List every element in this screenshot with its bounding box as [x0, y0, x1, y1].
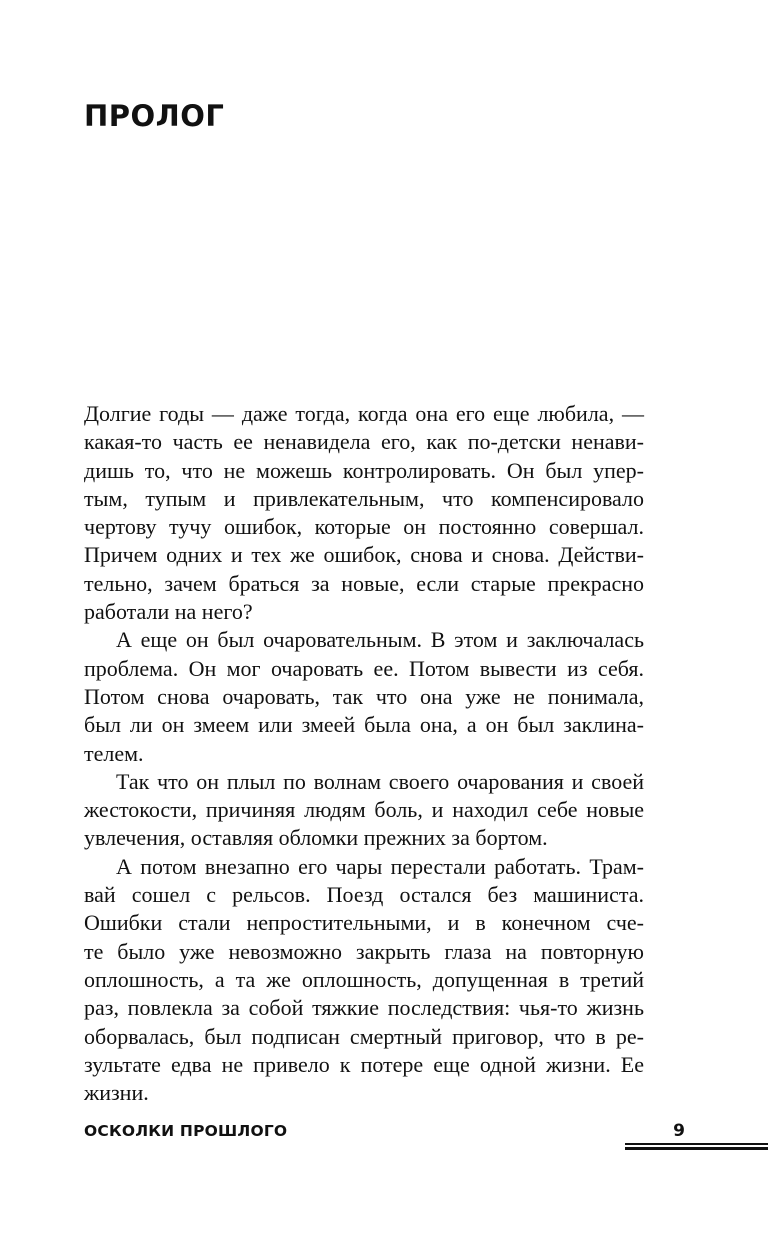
paragraph [84, 400, 644, 626]
text-line: жизни. [84, 1080, 149, 1106]
text-line: работали на него? [84, 599, 253, 625]
text-line: раз, повлекла за собой тяжкие последствия: чья-то жизнь [84, 995, 644, 1021]
text-line: телем. [84, 740, 144, 766]
paragraph [84, 853, 644, 1108]
text-line: А потом внезапно его чары перестали работать. Трам- [116, 853, 644, 879]
text-line: вай сошел с рельсов. Поезд остался без машиниста. [84, 882, 644, 908]
paragraph [84, 626, 644, 767]
text-line: А еще он был очаровательным. В этом и заключалась [116, 627, 644, 653]
text-line: жестокости, причиняя людям боль, и находил себе новые [84, 797, 644, 823]
body-text [84, 400, 644, 1107]
text-line: Потом снова очаровать, так что она уже не понимала, [84, 683, 644, 709]
text-line: какая-то часть ее ненавидела его, как по-детски ненави- [84, 429, 644, 455]
text-line: тельно, зачем браться за новые, если старые прекрасно [84, 570, 644, 596]
chapter-title: ПРОЛОГ [84, 99, 225, 133]
text-line: те было уже невозможно закрыть глаза на повторную [84, 938, 644, 964]
text-line: проблема. Он мог очаровать ее. Потом вывести из себя. [84, 655, 644, 681]
text-line: Причем одних и тех же ошибок, снова и снова. Действи- [84, 542, 644, 568]
text-line: чертову тучу ошибок, которые он постоянно совершал. [84, 514, 644, 540]
text-line: увлечения, оставляя обломки прежних за бортом. [84, 825, 548, 851]
footer-rule-thin [625, 1143, 768, 1145]
text-line: оборвалась, был подписан смертный приговор, что в ре- [84, 1023, 644, 1049]
text-line: Ошибки стали непростительными, и в конечном сче- [84, 910, 644, 936]
paragraph [84, 768, 644, 853]
text-line: тым, тупым и привлекательным, что компенсировало [84, 485, 644, 511]
text-line: Так что он плыл по волнам своего очарования и своей [116, 768, 644, 794]
text-line: дишь то, что не можешь контролировать. Он был упер- [84, 457, 644, 483]
text-line: зультате едва не привело к потере еще одной жизни. Ее [84, 1051, 644, 1077]
text-line: Долгие годы — даже тогда, когда она его еще любила, — [84, 401, 644, 426]
running-footer-title: ОСКОЛКИ ПРОШЛОГО [84, 1122, 288, 1140]
footer-rule-thick [625, 1147, 768, 1150]
page-number: 9 [673, 1121, 685, 1141]
text-line: оплошность, а та же оплошность, допущенная в третий [84, 966, 644, 992]
text-line: был ли он змеем или змеей была она, а он был заклина- [84, 712, 644, 738]
